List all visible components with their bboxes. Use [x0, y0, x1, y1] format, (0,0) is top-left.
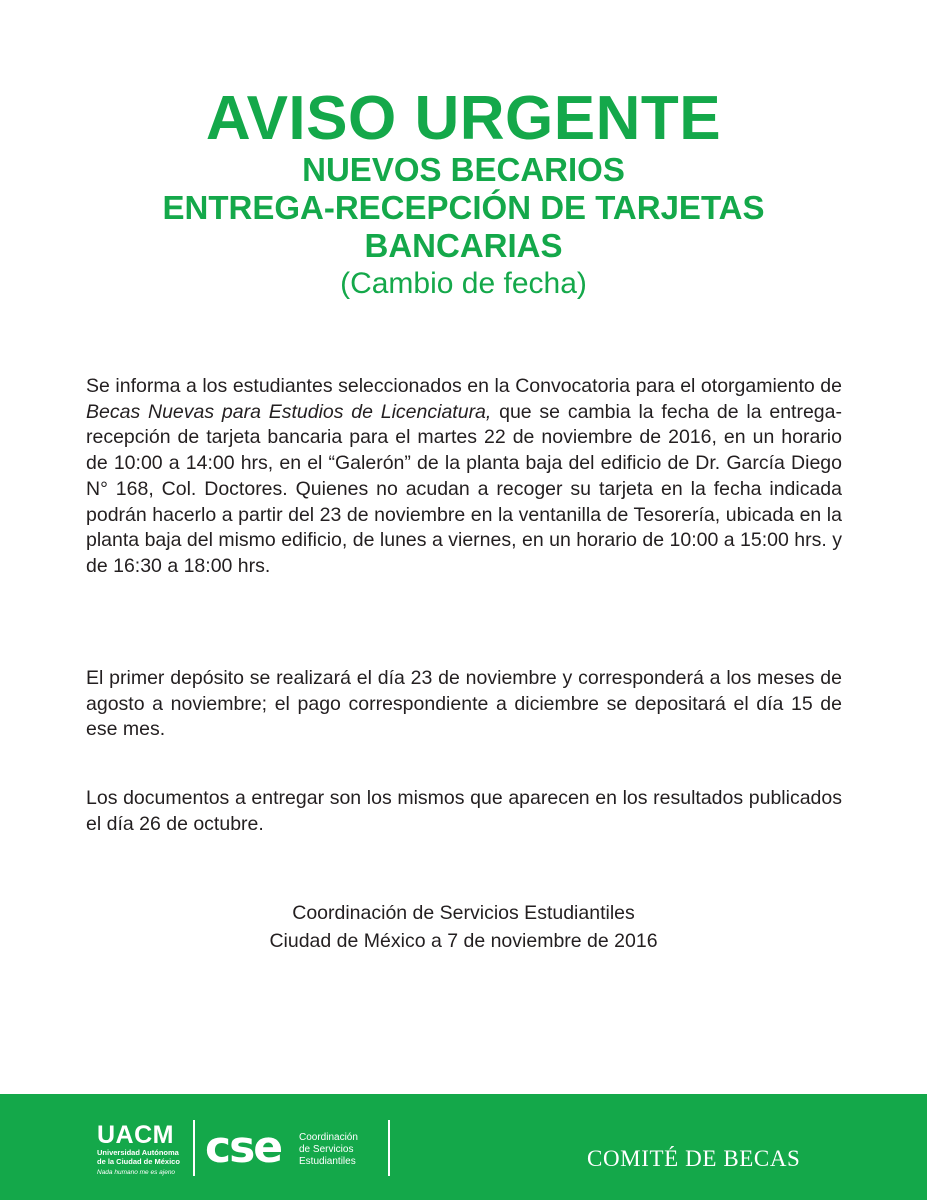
subtitle-banking: BANCARIAS — [364, 227, 563, 264]
cse-logo-icon — [205, 1124, 295, 1170]
cse-caption-line1: Coordinación — [299, 1132, 358, 1143]
cse-caption-line3: Estudiantiles — [299, 1156, 356, 1167]
subtitle-date-change: (Cambio de fecha) — [340, 267, 587, 300]
cse-logo-text: cse — [205, 1124, 282, 1170]
footer-divider-1 — [193, 1120, 195, 1176]
uacm-wordmark: UACM — [97, 1121, 174, 1149]
scholarship-program-name: Becas Nuevas para Estudios de Licenciatura, — [86, 400, 492, 423]
paragraph-announcement — [86, 374, 842, 580]
uacm-motto: Nada humano me es ajeno — [97, 1169, 176, 1176]
subtitle-card-delivery: ENTREGA-RECEPCIÓN DE TARJETAS — [162, 189, 765, 226]
notice-title: AVISO URGENTE — [205, 84, 722, 153]
uacm-name-line1: Universidad Autónoma — [97, 1148, 179, 1157]
footer-band — [0, 1094, 927, 1200]
paragraph-announcement-part-a: Se informa a los estudiantes seleccionados en la Convocatoria para el otorgamiento de — [86, 375, 842, 397]
signature-office: Coordinación de Servicios Estudiantiles — [292, 902, 635, 924]
uacm-logo — [97, 1122, 180, 1177]
signature-date: Ciudad de México a 7 de noviembre de 2016 — [269, 930, 658, 952]
paragraph-documents: Los documentos a entregar son los mismos que aparecen en los resultados publicados el día 26 de octubre. — [86, 787, 842, 835]
cse-caption-line2: de Servicios — [299, 1144, 354, 1155]
subtitle-new-scholars: NUEVOS BECARIOS — [302, 151, 625, 188]
cse-caption — [299, 1132, 358, 1168]
committee-name: COMITÉ DE BECAS — [587, 1146, 801, 1171]
paragraph-first-deposit: El primer depósito se realizará el día 23 de noviembre y corresponderá a los meses de agosto a noviembre; el pago correspondiente a diciembre se depositará el día 15 de ese mes. — [86, 667, 842, 741]
paragraph-announcement-part-b: que se cambia la fecha de la entrega-recepción de tarjeta bancaria para el martes 22 de noviembre de 2016, en un horario de 10:00 a 14:00 hrs, en el “Galerón” de la planta baja del edificio de Dr. García Diego N° 168, Col. Doctores. Quienes no acudan a recoger su tarjeta en la fecha indicada podrán hacerlo a partir del 23 de noviembre en la ventanilla de Tesorería, ubicada en la planta baja del mismo edificio, de lunes a viernes, en un horario de 10:00 a 15:00 hrs. y de 16:30 a 18:00 hrs. — [86, 400, 842, 577]
footer-divider-2 — [388, 1120, 390, 1176]
uacm-name-line2: de la Ciudad de México — [97, 1157, 180, 1166]
